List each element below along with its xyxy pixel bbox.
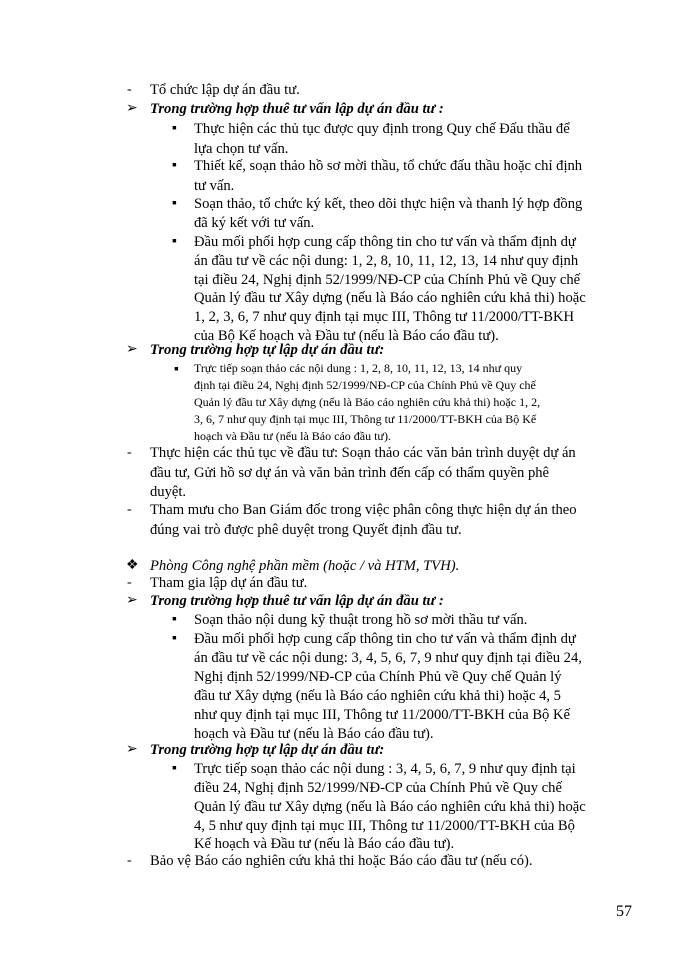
list-item: Trực tiếp soạn thảo các nội dung : 3, 4, 5, 6, 7, 9 như quy định tại	[194, 761, 576, 777]
list-item: đầu tư, Gửi hồ sơ dự án và văn bản trình đến cấp có thẩm quyền phê	[150, 465, 550, 481]
section-heading: Trong trường hợp tự lập dự án đầu tư:	[150, 342, 385, 358]
arrow-bullet-icon: ➢	[126, 742, 138, 757]
list-item: Bảo vệ Báo cáo nghiên cứu khả thi hoặc Báo cáo đầu tư (nếu có).	[150, 853, 533, 869]
list-item: Tham gia lập dự án đầu tư.	[150, 575, 308, 591]
square-bullet-icon: ▪	[174, 362, 179, 377]
list-item: đầu tư Xây dựng (nếu là Báo cáo nghiên cứu khả thi) hoặc 4, 5	[194, 688, 561, 704]
list-item: Kế hoạch và Đầu tư (nếu là Báo cáo đầu tư).	[194, 836, 455, 852]
section-heading: Trong trường hợp thuê tư vấn lập dự án đầu tư :	[150, 101, 444, 117]
square-bullet-icon: ▪	[172, 761, 177, 776]
arrow-bullet-icon: ➢	[126, 593, 138, 608]
list-item: đã ký kết với tư vấn.	[194, 215, 315, 231]
list-item: án đầu tư về các nội dung: 1, 2, 8, 10, 11, 12, 13, 14 như quy định	[194, 253, 579, 269]
list-item: định tại điều 24, Nghị định 52/1999/NĐ-CP của Chính Phủ về Quy chế	[194, 378, 536, 392]
list-item: như quy định tại mục III, Thông tư 11/2000/TT-BKH của Bộ Kế	[194, 707, 571, 723]
list-item: duyệt.	[150, 484, 187, 500]
list-item: Đầu mối phối hợp cung cấp thông tin cho tư vấn và thẩm định dự	[194, 234, 576, 250]
page-number: 57	[616, 903, 632, 920]
list-item: Nghị định 52/1999/NĐ-CP của Chính Phủ về Quy chế Quản lý	[194, 669, 562, 685]
list-item: Soạn thảo, tổ chức ký kết, theo dõi thực hiện và thanh lý hợp đồng	[194, 196, 583, 212]
list-item: Quản lý đầu tư Xây dựng (nếu là Báo cáo nghiên cứu khả thi) hoặc	[194, 290, 586, 306]
list-item: điều 24, Nghị định 52/1999/NĐ-CP của Chính Phủ về Quy chế	[194, 780, 562, 796]
list-item: Soạn thảo nội dung kỹ thuật trong hồ sơ mời thầu tư vấn.	[194, 612, 528, 628]
list-item: Tổ chức lập dự án đầu tư.	[150, 82, 300, 98]
list-item: Thực hiện các thủ tục được quy định trong Quy chế Đấu thầu để	[194, 121, 570, 137]
square-bullet-icon: ▪	[172, 158, 177, 173]
section-title: Phòng Công nghệ phần mềm (hoặc / và HTM, TVH).	[150, 558, 460, 574]
dash-marker: -	[127, 502, 132, 517]
square-bullet-icon: ▪	[172, 196, 177, 211]
list-item: Tham mưu cho Ban Giám đốc trong việc phân công thực hiện dự án theo	[150, 502, 577, 518]
diamond-bullet-icon: ❖	[126, 558, 139, 573]
list-item: án đầu tư về các nội dung: 3, 4, 5, 6, 7, 9 như quy định tại điều 24,	[194, 650, 582, 666]
square-bullet-icon: ▪	[172, 612, 177, 627]
dash-marker: -	[127, 575, 132, 590]
arrow-bullet-icon: ➢	[126, 101, 138, 116]
list-item: 1, 2, 3, 6, 7 như quy định tại mục III, Thông tư 11/2000/TT-BKH	[194, 309, 575, 325]
section-heading: Trong trường hợp thuê tư vấn lập dự án đầu tư :	[150, 593, 444, 609]
square-bullet-icon: ▪	[172, 121, 177, 136]
list-item: 3, 6, 7 như quy định tại mục III, Thông tư 11/2000/TT-BKH của Bộ Kế	[194, 412, 537, 426]
list-item: Trực tiếp soạn thảo các nội dung : 1, 2, 8, 10, 11, 12, 13, 14 như quy	[194, 361, 523, 375]
list-item: lựa chọn tư vấn.	[194, 141, 289, 157]
dash-marker: -	[127, 82, 132, 97]
dash-marker: -	[127, 445, 132, 460]
section-heading: Trong trường hợp tự lập dự án đầu tư:	[150, 742, 385, 758]
list-item: Đầu mối phối hợp cung cấp thông tin cho tư vấn và thẩm định dự	[194, 631, 576, 647]
list-item: Quản lý đầu tư Xây dựng (nếu là Báo cáo nghiên cứu khả thi) hoặc 1, 2,	[194, 395, 541, 409]
list-item: tư vấn.	[194, 178, 235, 194]
list-item: Quản lý đầu tư Xây dựng (nếu là Báo cáo nghiên cứu khả thi) hoặc	[194, 799, 586, 815]
square-bullet-icon: ▪	[172, 234, 177, 249]
list-item: đúng vai trò được phê duyệt trong Quyết định đầu tư.	[150, 522, 462, 538]
list-item: Thực hiện các thủ tục về đầu tư: Soạn thảo các văn bản trình duyệt dự án	[150, 445, 576, 461]
list-item: hoạch và Đầu tư (nếu là Báo cáo đầu tư).	[194, 726, 434, 742]
square-bullet-icon: ▪	[172, 631, 177, 646]
list-item: hoạch và Đầu tư (nếu là Báo cáo đầu tư).	[194, 429, 391, 443]
list-item: Thiết kế, soạn thảo hồ sơ mời thầu, tổ chức đấu thầu hoặc chỉ định	[194, 158, 583, 174]
dash-marker: -	[127, 853, 132, 868]
list-item: của Bộ Kế hoạch và Đầu tư (nếu là Báo cáo đầu tư).	[194, 328, 499, 344]
arrow-bullet-icon: ➢	[126, 342, 138, 357]
list-item: 4, 5 như quy định tại mục III, Thông tư 11/2000/TT-BKH của Bộ	[194, 818, 575, 834]
list-item: tại điều 24, Nghị định 52/1999/NĐ-CP của Chính Phủ về Quy chế	[194, 272, 581, 288]
